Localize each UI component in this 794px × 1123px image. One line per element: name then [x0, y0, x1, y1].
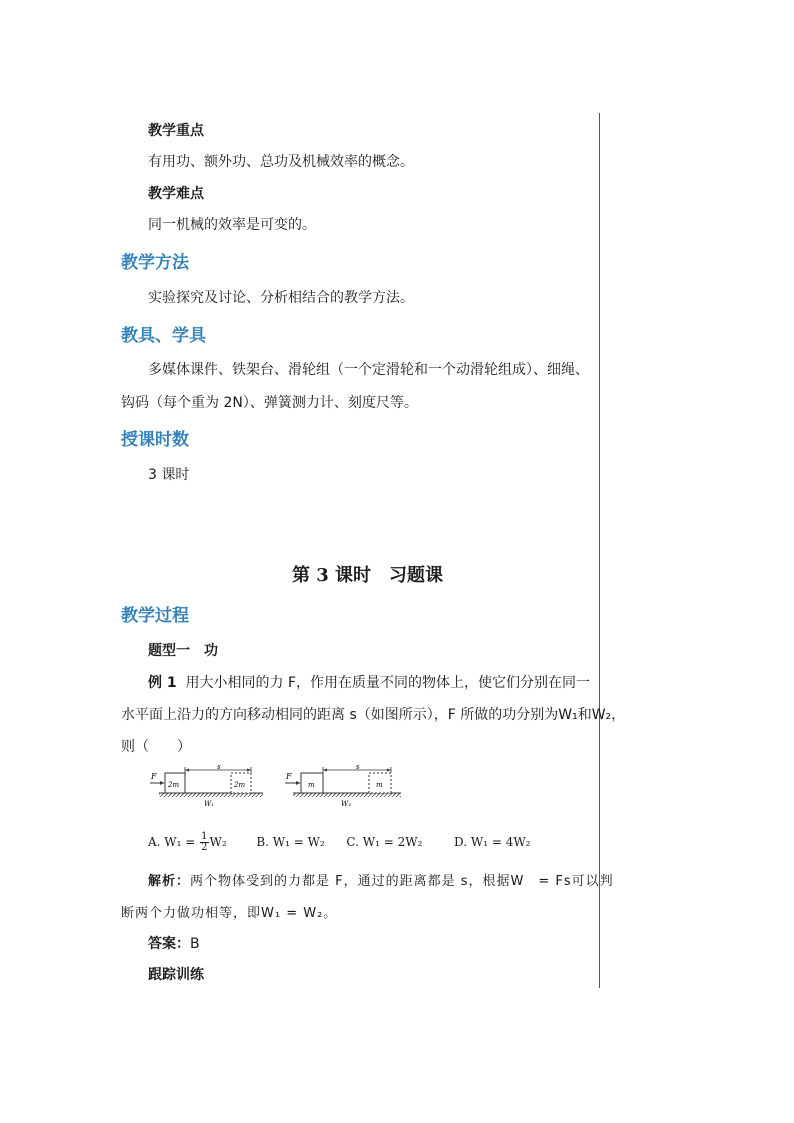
tools-text-line1: 多媒体课件、铁架台、滑轮组（一个定滑轮和一个动滑轮组成）、细绳、 — [148, 362, 589, 378]
force-label-right: F — [286, 772, 292, 781]
analysis-line1-text: 两个物体受到的力都是 F，通过的距离都是 s，根据W = Fs可以判 — [190, 874, 614, 889]
block-label-end-right: m — [376, 781, 383, 789]
diagram-right — [285, 764, 401, 808]
diagram-left — [150, 764, 263, 808]
answer-line — [148, 933, 200, 953]
hours-text: 3 课时 — [148, 467, 190, 483]
block-label-start-left: 2m — [168, 781, 180, 789]
tracking-heading: 跟踪训练 — [148, 967, 204, 983]
process-heading: 教学过程 — [121, 606, 189, 626]
ground-left — [159, 793, 263, 797]
hours-heading: 授课时数 — [121, 430, 189, 450]
difficult-points-text: 同一机械的效率是可变的。 — [148, 217, 316, 233]
example-line1 — [148, 672, 590, 692]
key-points-heading: 教学重点 — [148, 123, 204, 139]
analysis-line1 — [148, 870, 614, 889]
choice-d[interactable]: D. W₁ = 4W₂ — [454, 835, 531, 849]
answer-value: B — [190, 936, 200, 952]
choices-row — [148, 832, 530, 853]
force-arrowhead-right — [296, 781, 300, 785]
margin-rule — [599, 113, 600, 988]
work-diagram — [145, 764, 415, 812]
block-label-start-right: m — [308, 781, 315, 789]
ground-right — [293, 793, 401, 797]
question-type-label: 题型一 功 — [148, 643, 218, 659]
choice-a-prefix: A. W₁ = — [148, 835, 200, 849]
answer-label: 答案： — [148, 936, 190, 952]
key-points-text: 有用功、额外功、总功及机械效率的概念。 — [148, 154, 414, 170]
choice-a-suffix: W₂ — [209, 835, 227, 849]
distance-label-left: s — [217, 764, 221, 771]
difficult-points-heading: 教学难点 — [148, 186, 204, 202]
example-label: 例 1 — [148, 675, 177, 691]
example-line1-text: 用大小相同的力 F，作用在质量不同的物体上，使它们分别在同一 — [185, 675, 591, 691]
fraction — [200, 832, 208, 853]
fraction-numerator: 1 — [201, 831, 208, 842]
force-arrowhead-left — [160, 781, 164, 785]
choice-c[interactable]: C. W₁ = 2W₂ — [346, 835, 423, 849]
work-label-right: W₂ — [341, 800, 352, 808]
block-label-end-left: 2m — [234, 781, 246, 789]
analysis-label: 解析： — [148, 874, 191, 889]
distance-label-right: s — [356, 764, 360, 771]
lesson-title: 第 3 课时 习题课 — [292, 565, 444, 586]
tools-text-line2: 钩码（每个重为 2N）、弹簧测力计、刻度尺等。 — [121, 395, 418, 411]
fraction-denominator: 2 — [201, 842, 208, 853]
analysis-line2: 断两个力做功相等，即W₁ = W₂。 — [121, 906, 338, 921]
example-line3: 则（ ） — [121, 739, 191, 755]
choice-b[interactable]: B. W₁ = W₂ — [256, 835, 325, 849]
methods-text: 实验探究及讨论、分析相结合的教学方法。 — [148, 290, 414, 306]
force-label-left: F — [151, 772, 157, 781]
tools-heading: 教具、学具 — [121, 326, 206, 346]
work-label-left: W₁ — [204, 800, 215, 808]
example-line2: 水平面上沿力的方向移动相同的距离 s（如图所示），F 所做的功分别为W₁和W₂， — [121, 707, 626, 723]
methods-heading: 教学方法 — [121, 253, 189, 273]
choice-a[interactable] — [148, 831, 227, 853]
